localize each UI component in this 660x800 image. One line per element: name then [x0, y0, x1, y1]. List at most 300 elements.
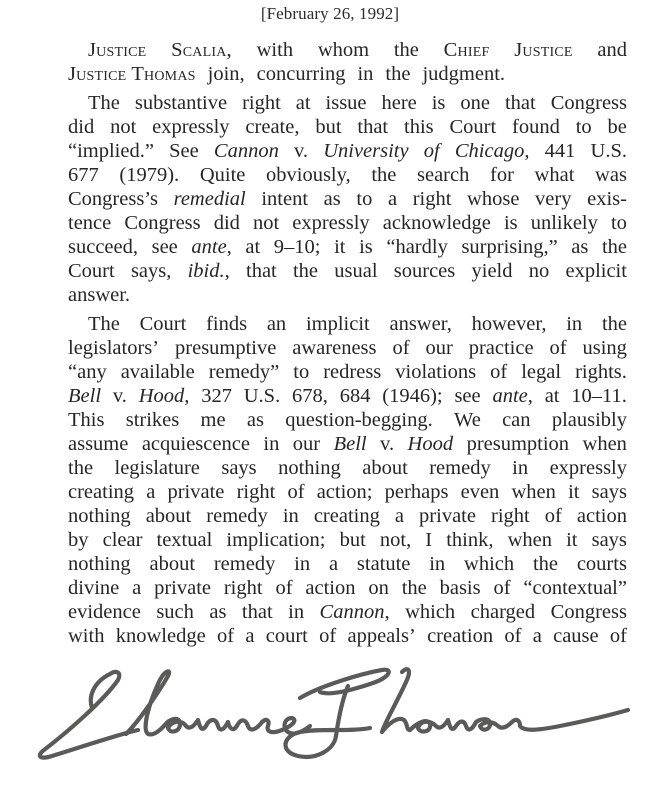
word: [110, 115, 136, 139]
text-line: [68, 211, 627, 235]
text: the: [532, 553, 558, 575]
word: [68, 360, 107, 384]
text: clear: [102, 529, 143, 551]
text: explicit: [565, 260, 627, 282]
text: expressly: [292, 212, 370, 234]
word: [68, 259, 115, 283]
word: [469, 336, 534, 360]
text: that: [504, 92, 536, 114]
word: [209, 600, 226, 624]
text: which: [405, 601, 456, 623]
text: a: [387, 188, 398, 210]
text: is: [359, 236, 373, 258]
text: 677: [68, 164, 99, 186]
word: [156, 600, 194, 624]
word: [591, 139, 627, 163]
text: but: [339, 529, 366, 551]
word: [464, 552, 514, 576]
text: as: [571, 236, 589, 258]
word: [444, 38, 490, 62]
word: [545, 504, 562, 528]
word: [357, 552, 411, 576]
word: [319, 624, 336, 648]
italic-text: Cannon: [319, 601, 385, 623]
word: [566, 312, 582, 336]
text: right: [236, 481, 276, 503]
word: [492, 384, 532, 408]
text: judgment.: [422, 63, 506, 85]
word: [283, 504, 299, 528]
word: [550, 456, 627, 480]
word: [68, 528, 89, 552]
word: [171, 38, 232, 62]
text: expressly: [549, 457, 627, 479]
text: Court: [68, 260, 115, 282]
word: [306, 312, 370, 336]
word: [545, 384, 560, 408]
word: [461, 235, 557, 259]
date-header: [February 26, 1992]: [260, 4, 400, 23]
word: [347, 624, 415, 648]
text: answer.: [68, 284, 131, 306]
word: [214, 139, 279, 163]
text: what: [534, 164, 575, 186]
word: [152, 235, 178, 259]
word: [460, 91, 490, 115]
word: [551, 600, 627, 624]
text: sources: [393, 260, 456, 282]
text: even: [460, 481, 500, 503]
word: [490, 360, 507, 384]
text: in: [357, 63, 374, 85]
text: expressly: [152, 116, 230, 138]
word: [206, 504, 267, 528]
text: creation: [427, 625, 494, 647]
word: [514, 38, 572, 62]
text: The: [88, 313, 120, 335]
text: was: [595, 164, 627, 186]
text: of: [319, 625, 337, 647]
word: [422, 62, 511, 86]
text: creating: [313, 505, 380, 527]
word: [175, 336, 276, 360]
text: legislators’: [68, 337, 160, 359]
text: a: [132, 577, 142, 599]
text: it: [568, 481, 580, 503]
word: [575, 360, 627, 384]
text: U.S.: [590, 140, 627, 162]
word: [429, 456, 490, 480]
text: it: [566, 529, 578, 551]
text-line: [68, 456, 627, 480]
word: [329, 552, 338, 576]
word: [334, 259, 377, 283]
word: [121, 360, 195, 384]
text: a: [394, 505, 404, 527]
italic-text: Bell: [68, 385, 102, 407]
word: [257, 38, 293, 62]
text: (1979).: [119, 164, 180, 186]
text: me: [200, 409, 226, 431]
word: [552, 408, 627, 432]
word: [237, 480, 276, 504]
text: in: [282, 505, 299, 527]
word: [602, 235, 627, 259]
text: in: [263, 433, 280, 455]
text: it: [334, 236, 346, 258]
word: [142, 432, 250, 456]
text: at: [544, 385, 560, 407]
word: [334, 235, 345, 259]
text: however,: [471, 313, 547, 335]
word: [266, 163, 351, 187]
word: [285, 408, 432, 432]
text: in: [429, 553, 446, 575]
word: [512, 115, 560, 139]
word: [131, 259, 171, 283]
text: whom: [317, 39, 370, 61]
text: of: [493, 577, 511, 599]
word: [119, 163, 179, 187]
text: 327: [201, 385, 232, 407]
word: [405, 600, 455, 624]
text-line: [68, 38, 627, 62]
word: [402, 576, 427, 600]
text: a: [328, 553, 339, 575]
text: as: [209, 601, 227, 623]
word: [68, 235, 138, 259]
word: [395, 360, 476, 384]
text: of: [609, 625, 627, 647]
text: the: [393, 39, 419, 61]
word: [323, 139, 408, 163]
word: [535, 163, 575, 187]
text: can: [502, 409, 531, 431]
word: [305, 576, 355, 600]
text: Congress’s: [68, 188, 158, 210]
italic-text: University: [323, 140, 409, 162]
text: of: [392, 337, 410, 359]
text: remedy: [213, 553, 276, 575]
text: concurring: [256, 63, 346, 85]
word: [454, 408, 481, 432]
word: [68, 408, 104, 432]
word: [440, 576, 481, 600]
signature: [30, 660, 640, 770]
text: violations: [395, 361, 477, 383]
word: [545, 139, 576, 163]
text: ,: [184, 385, 190, 407]
text: Court: [449, 116, 497, 138]
paragraph-2: [68, 312, 627, 648]
italic-text: remedial: [173, 188, 246, 210]
word: [571, 235, 588, 259]
word: [592, 480, 627, 504]
word: [293, 259, 318, 283]
word: [292, 384, 328, 408]
text: implicit: [305, 313, 370, 335]
word: [432, 91, 446, 115]
text: about: [145, 505, 192, 527]
text: redress: [323, 361, 382, 383]
text: 10–11.: [571, 385, 627, 407]
word: [429, 552, 445, 576]
word: [425, 528, 432, 552]
word: [392, 336, 409, 360]
word: [245, 235, 260, 259]
text: says: [221, 457, 257, 479]
text: obviously,: [266, 164, 351, 186]
text: presumptive: [175, 337, 277, 359]
text: right: [412, 188, 452, 210]
word: [357, 115, 388, 139]
word: [154, 576, 211, 600]
text: remedy”: [208, 361, 280, 383]
text: Congress: [550, 601, 627, 623]
word: [334, 432, 367, 456]
text: charged: [470, 601, 536, 623]
word: [381, 91, 416, 115]
word: [132, 576, 141, 600]
word: [417, 163, 469, 187]
word: [68, 624, 104, 648]
text: a: [245, 625, 255, 647]
word: [404, 115, 434, 139]
word: [323, 360, 381, 384]
word: [549, 336, 566, 360]
word: [314, 504, 380, 528]
word: [502, 408, 530, 432]
text: the: [385, 63, 411, 85]
text: unlikely: [530, 212, 598, 234]
word: [504, 624, 521, 648]
text: says,: [130, 260, 172, 282]
word: [493, 576, 510, 600]
text-line: [68, 624, 627, 648]
text: a: [532, 625, 542, 647]
text: courts: [576, 553, 627, 575]
text: did: [68, 116, 95, 138]
text: 684: [339, 385, 371, 407]
text: the: [68, 457, 94, 479]
word: [424, 139, 440, 163]
text-line: [68, 576, 627, 600]
word: [293, 360, 309, 384]
word: [533, 552, 558, 576]
word: [356, 187, 372, 211]
word: [571, 384, 627, 408]
word: [326, 91, 367, 115]
word: [504, 211, 518, 235]
text: such: [156, 601, 194, 623]
word: [261, 187, 308, 211]
text: ,: [224, 260, 230, 282]
word: [68, 163, 99, 187]
text: remedy: [429, 457, 491, 479]
text: rights.: [575, 361, 627, 383]
word: [247, 408, 264, 432]
text: The: [88, 92, 120, 114]
text: by: [68, 529, 89, 551]
text: the: [601, 236, 627, 258]
text: action: [305, 577, 356, 599]
paragraph-1: [68, 91, 627, 307]
text: remedy: [206, 505, 268, 527]
text-line: [68, 115, 627, 139]
word: [357, 62, 379, 86]
word: [68, 187, 158, 211]
text: plausibly: [551, 409, 627, 431]
text-line: [68, 552, 627, 576]
word: [461, 480, 500, 504]
word: [174, 187, 246, 211]
word: [576, 115, 592, 139]
word: [394, 38, 419, 62]
text: about: [149, 553, 196, 575]
text: not,: [379, 529, 412, 551]
text: private: [167, 481, 225, 503]
text: about: [362, 457, 408, 479]
text: 441: [544, 140, 576, 162]
word: [535, 187, 571, 211]
word: [531, 211, 598, 235]
text: as: [246, 409, 264, 431]
text: “hardly: [386, 236, 448, 258]
word: [388, 187, 397, 211]
text: issue: [325, 92, 367, 114]
text: strikes: [125, 409, 180, 431]
text: Quite: [199, 164, 246, 186]
text: basis: [439, 577, 481, 599]
word: [511, 480, 555, 504]
italic-text: Hood: [138, 385, 185, 407]
word: [380, 432, 394, 456]
word: [340, 384, 371, 408]
word: [371, 163, 396, 187]
word: [140, 312, 187, 336]
text: finds: [206, 313, 248, 335]
word: [568, 480, 579, 504]
text-line: [68, 360, 627, 384]
text: “any: [68, 361, 107, 383]
text: succeed,: [68, 236, 138, 258]
word: [425, 336, 452, 360]
text: search: [417, 164, 470, 186]
word: [595, 163, 627, 187]
word: [446, 528, 493, 552]
text: but: [315, 116, 342, 138]
opinion-body: [68, 38, 627, 648]
text: the: [292, 260, 319, 282]
text: the: [401, 577, 427, 599]
word: [191, 235, 231, 259]
text: of: [275, 577, 293, 599]
word: [419, 504, 476, 528]
word: [287, 480, 304, 504]
word: [139, 384, 190, 408]
text: that: [357, 116, 389, 138]
text: implication;: [226, 529, 326, 551]
word: [245, 624, 254, 648]
text: private: [419, 505, 476, 527]
italic-text: Chicago: [454, 140, 525, 162]
word: [224, 576, 263, 600]
text: textual: [156, 529, 213, 551]
italic-text: Bell: [333, 433, 367, 455]
word: [68, 384, 101, 408]
text: a: [146, 481, 156, 503]
word: [380, 528, 411, 552]
small-caps-text: Scalia,: [171, 39, 232, 61]
word: [362, 456, 408, 480]
word: [278, 456, 341, 480]
text: this: [404, 116, 434, 138]
word: [508, 528, 552, 552]
text: legal: [521, 361, 562, 383]
text: v.: [112, 385, 127, 407]
text: is: [503, 212, 518, 234]
text: with: [256, 39, 294, 61]
text: of: [490, 361, 508, 383]
text: no: [528, 260, 550, 282]
text: as: [323, 188, 341, 210]
word: [208, 62, 251, 86]
text: 9–10;: [273, 236, 321, 258]
text: of: [544, 505, 562, 527]
word: [529, 259, 550, 283]
text: v.: [293, 140, 309, 162]
italic-text: of: [423, 140, 440, 162]
text: one: [460, 92, 490, 114]
text-line: [68, 504, 627, 528]
word: [68, 336, 159, 360]
italic-text: Hood: [407, 433, 454, 455]
word: [427, 624, 493, 648]
word: [296, 91, 311, 115]
text: right: [223, 577, 263, 599]
text: tence: [68, 212, 112, 234]
text-line: [68, 336, 627, 360]
word: [246, 259, 277, 283]
word: [88, 91, 120, 115]
text: (1946);: [382, 385, 443, 407]
text: says: [591, 481, 627, 503]
text: exis-: [587, 188, 627, 210]
text: available: [120, 361, 195, 383]
word: [103, 528, 143, 552]
word: [169, 139, 199, 163]
text: appeals’: [347, 625, 416, 647]
word: [491, 504, 530, 528]
word: [315, 115, 341, 139]
word: [583, 432, 627, 456]
text: right: [242, 92, 281, 114]
word: [274, 235, 321, 259]
text: awareness: [292, 337, 377, 359]
word: [386, 235, 447, 259]
word: [523, 576, 627, 600]
italic-text: ante: [492, 385, 528, 407]
text: the: [601, 313, 627, 335]
word: [587, 187, 627, 211]
text: court: [265, 625, 308, 647]
word: [68, 600, 141, 624]
word: [455, 139, 530, 163]
text-line: [68, 432, 627, 456]
concurrence-heading: [68, 38, 627, 86]
text-line: [68, 187, 627, 211]
text: practice: [468, 337, 534, 359]
